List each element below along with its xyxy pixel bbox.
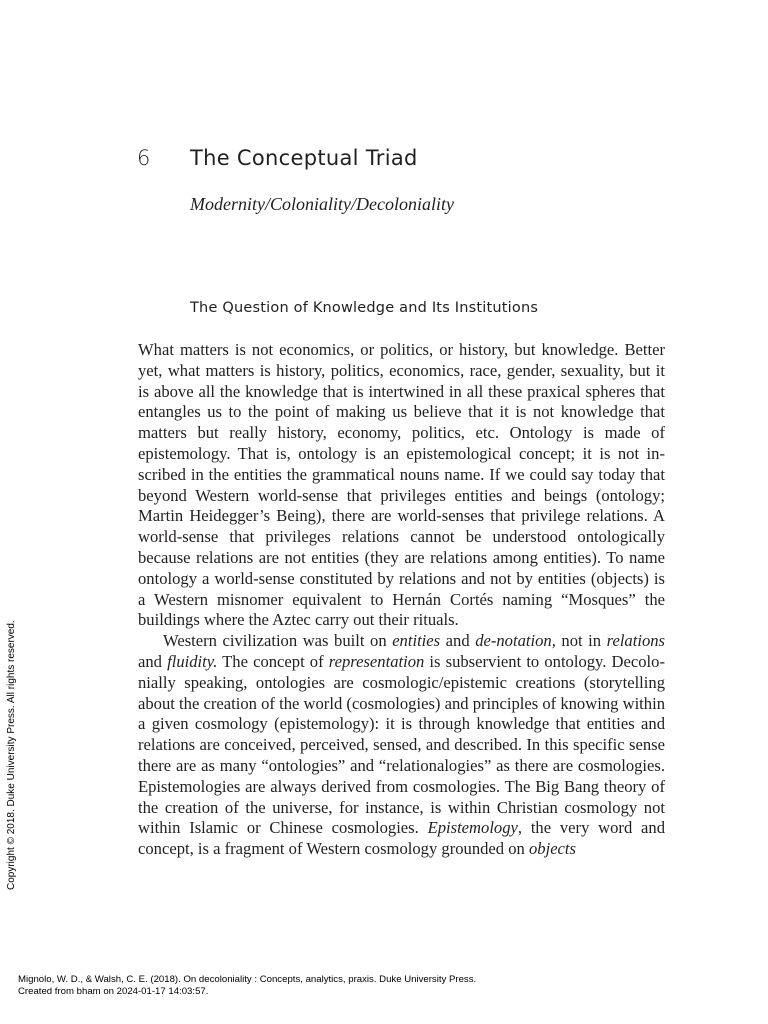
italic-run: Epistemology bbox=[427, 818, 518, 838]
text-run: not in bbox=[555, 631, 607, 651]
italic-run: relations bbox=[606, 631, 665, 651]
body-text bbox=[138, 340, 665, 860]
italic-run: de-notation, bbox=[475, 631, 556, 651]
text-run: is subservient to ontology. Decolonially speaking, ontologies are cosmologic/epistemic creations (storytelling about the creation of the world (cosmologies) and principles of knowing within a given cosmology (epistemology): it is through knowledge that entities and relations are conceived, perceived, sensed, and described. In this specific sense there are as many “ontologies” and “relationalogies” as there are cosmologies. Epistemologies are always derived from cosmologies. The Big Bang theory of the creation of the universe, for instance, is within Christian cosmology not within Islamic or Chinese cosmologies. bbox=[138, 651, 665, 838]
chapter-title: The Conceptual Triad bbox=[190, 146, 418, 170]
footer-citation bbox=[18, 974, 476, 998]
section-heading: The Question of Knowledge and Its Institutions bbox=[190, 300, 539, 316]
italic-run: fluidity. bbox=[167, 651, 218, 671]
paragraph-2 bbox=[138, 631, 665, 860]
text-run: , the very word and concept, is a fragment of Western cosmology grounded on bbox=[138, 818, 665, 859]
chapter-number: 6 bbox=[137, 146, 151, 170]
text-run: The concept of bbox=[217, 651, 329, 671]
text-run: Western civilization was built on bbox=[163, 631, 393, 651]
citation-line: Mignolo, W. D., & Walsh, C. E. (2018). On decoloniality : Concepts, analytics, praxis. Duke University Press. bbox=[18, 974, 477, 985]
copyright-notice: Copyright © 2018. Duke University Press. All rights reserved. bbox=[6, 620, 17, 890]
paragraph-1: What matters is not economics, or politics, or history, but knowledge. Better yet, what matters is history, politics, economics, race, gender, sexuality, but it is above all the knowledge that is intertwined in all these praxical spheres that entangles us to the point of making us believe that it is not knowledge that matters but really history, economy, politics, etc. Ontology is made of epistemology. That is, ontology is an epistemological concept; it is not inscribed in the entities the grammatical nouns name. If we could say today that beyond Western world-sense that privileges entities and beings (ontology; Martin Heidegger’s Being), there are world-senses that privilege relations. A world-sense that privileges relations cannot be understood ontologically because relations are not entities (they are relations among entities). To name ontology a world-sense constituted by relations and not by entities (objects) is a Western misnomer equivalent to Hernán Cortés naming “Mosques” the buildings where the Aztec carry out their rituals. bbox=[138, 340, 665, 630]
italic-run: entities bbox=[392, 631, 441, 651]
created-line: Created from bham on 2024-01-17 14:03:57. bbox=[18, 986, 209, 997]
chapter-subtitle: Modernity/Coloniality/Decoloniality bbox=[190, 194, 454, 214]
text-run: and bbox=[440, 631, 476, 651]
italic-run: objects bbox=[528, 839, 576, 859]
italic-run: representation bbox=[328, 651, 425, 671]
text-run: and bbox=[138, 651, 168, 671]
